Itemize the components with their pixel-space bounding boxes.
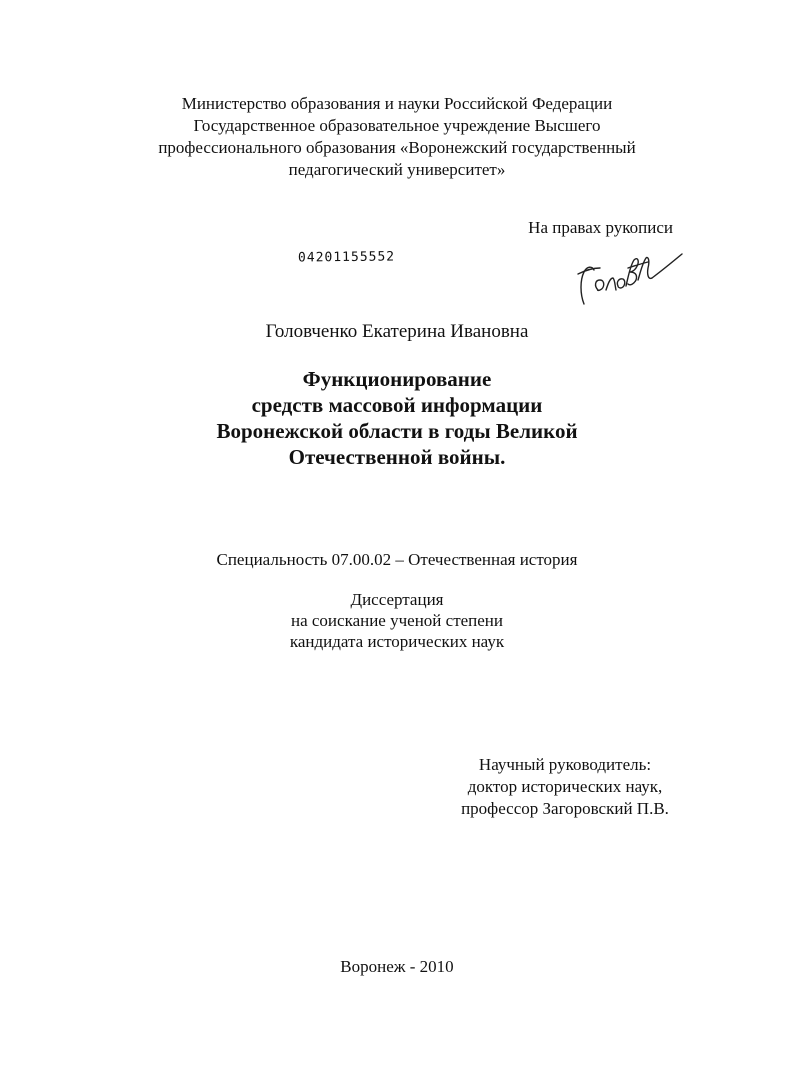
- degree-line: кандидата исторических наук: [289, 632, 505, 651]
- degree-line: Диссертация: [350, 590, 444, 609]
- city-year: Воронеж - 2010: [340, 957, 454, 976]
- signature-icon: [568, 238, 686, 314]
- supervisor-line: Научный руководитель:: [478, 755, 652, 774]
- institution-header: [97, 93, 697, 181]
- header-line-ministry: Министерство образования и науки Российской Федерации: [181, 94, 613, 113]
- dissertation-degree-block: [97, 589, 697, 652]
- title-line: Отечественной войны.: [288, 445, 506, 469]
- author-name: Головченко Екатерина Ивановна: [265, 321, 529, 342]
- title-line: Воронежской области в годы Великой: [216, 419, 578, 443]
- supervisor-block: [420, 754, 710, 820]
- supervisor-line: профессор Загоровский П.В.: [461, 799, 669, 818]
- title-line: Функционирование: [302, 367, 492, 391]
- dissertation-title: [97, 366, 697, 470]
- title-line: средств массовой информации: [251, 393, 543, 417]
- supervisor-line: доктор исторических наук,: [467, 777, 663, 796]
- specialty-line: Специальность 07.00.02 – Отечественная история: [216, 550, 578, 569]
- document-code-stamp: 04201155552: [297, 249, 396, 266]
- header-line-university: педагогический университет»: [288, 160, 506, 179]
- header-line-education: профессионального образования «Воронежский государственный: [158, 138, 636, 157]
- manuscript-rights-note: На правах рукописи: [528, 218, 673, 237]
- degree-line: на соискание ученой степени: [290, 611, 504, 630]
- header-line-institution: Государственное образовательное учреждение Высшего: [193, 116, 601, 135]
